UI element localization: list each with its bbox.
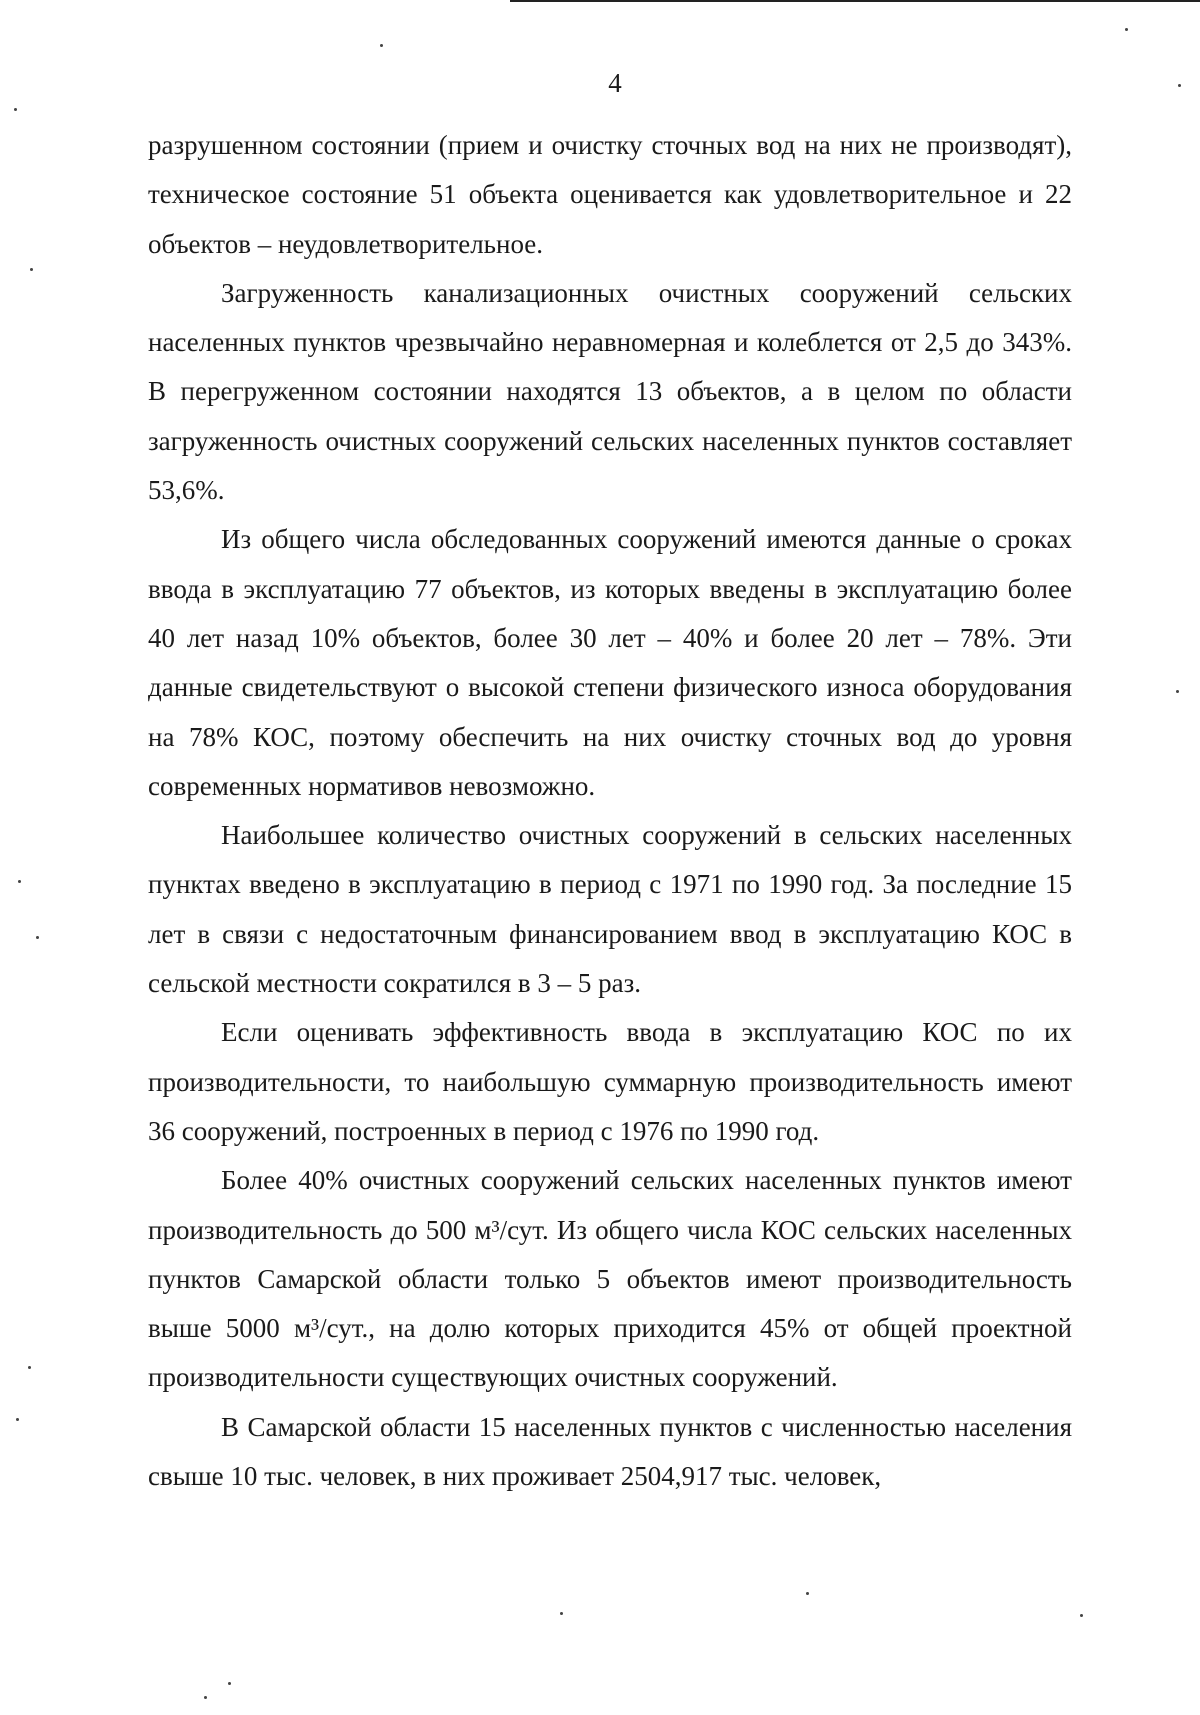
page-number: 4 bbox=[608, 68, 622, 98]
paragraph: В Самарской области 15 населенных пунктов с численностью населения свыше 10 тыс. человек, в них проживает 2504,917 тыс. человек, bbox=[148, 1411, 1072, 1492]
top-edge-rule bbox=[510, 0, 1200, 2]
scan-speck bbox=[1080, 1614, 1083, 1617]
scan-speck bbox=[14, 108, 17, 111]
scan-speck bbox=[30, 268, 33, 271]
paragraph: Наибольшее количество очистных сооружений в сельских населенных пунктах введено в эксплуатацию в период с 1971 по 1990 год. За последние 15 лет в связи с недостаточным финансированием ввод в эксплуатацию КОС в сельской местности сократился в 3 – 5 раз. bbox=[148, 820, 1072, 999]
scan-speck bbox=[204, 1696, 207, 1699]
scan-speck bbox=[1178, 84, 1181, 87]
paragraph: Более 40% очистных сооружений сельских населенных пунктов имеют производительность до 500 м³/сут. Из общего числа КОС сельских населенных пунктов Самарской области только 5 объектов имеют производительность выше 5000 м³/сут., на долю которых приходится 45% от общей проектной производительности существующих очистных сооружений. bbox=[148, 1165, 1072, 1393]
paragraph: Загруженность канализационных очистных сооружений сельских населенных пунктов чрезвычайно неравномерная и колеблется от 2,5 до 343%. В перегруженном состоянии находятся 13 объектов, а в целом по области загруженность очистных сооружений сельских населенных пунктов составляет 53,6%. bbox=[148, 277, 1072, 506]
scan-speck bbox=[560, 1612, 563, 1615]
paragraph: Из общего числа обследованных сооружений имеются данные о сроках ввода в эксплуатацию 77 объектов, из которых введены в эксплуатацию более 40 лет назад 10% объектов, более 30 лет – 40% и более 20 лет – 78%. Эти данные свидетельствуют о высокой степени физического износа оборудования на 78% КОС, поэтому обеспечить на них очистку сточных вод до уровня современных нормативов невозможно. bbox=[148, 524, 1072, 801]
body-text bbox=[148, 121, 1072, 1501]
paragraph: Если оценивать эффективность ввода в эксплуатацию КОС по их производительности, то наибольшую суммарную производительность имеют 36 сооружений, построенных в период с 1976 по 1990 год. bbox=[148, 1017, 1072, 1146]
scan-speck bbox=[1176, 690, 1179, 693]
scan-speck bbox=[18, 880, 21, 883]
scan-speck bbox=[28, 1366, 31, 1369]
scan-speck bbox=[36, 936, 39, 939]
scan-speck bbox=[806, 1592, 809, 1595]
scan-speck bbox=[1125, 28, 1128, 31]
scan-speck bbox=[228, 1682, 231, 1685]
paragraph: разрушенном состоянии (прием и очистку сточных вод на них не производят), техническое состояние 51 объекта оценивается как удовлетворительное и 22 объектов – неудовлетворительное. bbox=[148, 130, 1072, 259]
scan-speck bbox=[380, 44, 383, 47]
scan-speck bbox=[16, 1418, 19, 1421]
